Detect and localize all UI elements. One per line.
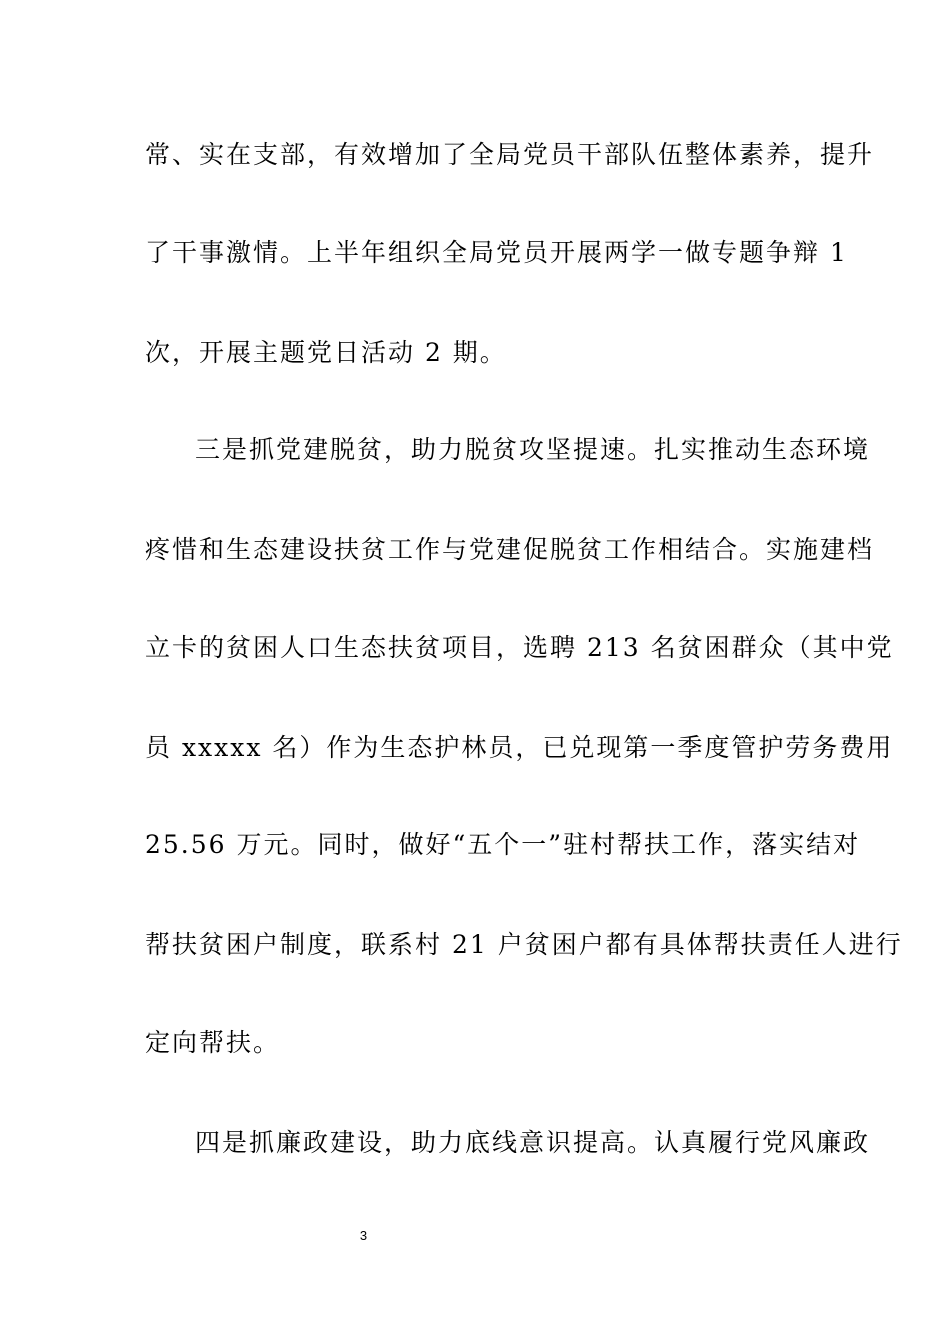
text-line: 次，开展主题党日活动 2 期。 xyxy=(145,338,507,367)
paragraph-start-line: 四是抓廉政建设，助力底线意识提高。认真履行党风廉政 xyxy=(195,1128,871,1157)
text-line: 定向帮扶。 xyxy=(145,1028,281,1057)
text-line: 立卡的贫困人口生态扶贫项目，选聘 213 名贫困群众（其中党 xyxy=(145,633,894,662)
text-line: 员 xxxxx 名）作为生态护林员，已兑现第一季度管护劳务费用 xyxy=(145,733,894,762)
text-line: 25.56 万元。同时，做好“五个一”驻村帮扶工作，落实结对 xyxy=(145,830,861,859)
text-line: 常、实在支部，有效增加了全局党员干部队伍整体素养，提升 xyxy=(145,140,875,169)
paragraph-start-line: 三是抓党建脱贫，助力脱贫攻坚提速。扎实推动生态环境 xyxy=(195,435,871,464)
text-line: 帮扶贫困户制度，联系村 21 户贫困户都有具体帮扶责任人进行 xyxy=(145,930,903,959)
page-number: 3 xyxy=(359,1228,368,1243)
text-line: 了干事激情。上半年组织全局党员开展两学一做专题争辩 1 xyxy=(145,238,848,267)
text-line: 疼惜和生态建设扶贫工作与党建促脱贫工作相结合。实施建档 xyxy=(145,535,875,564)
